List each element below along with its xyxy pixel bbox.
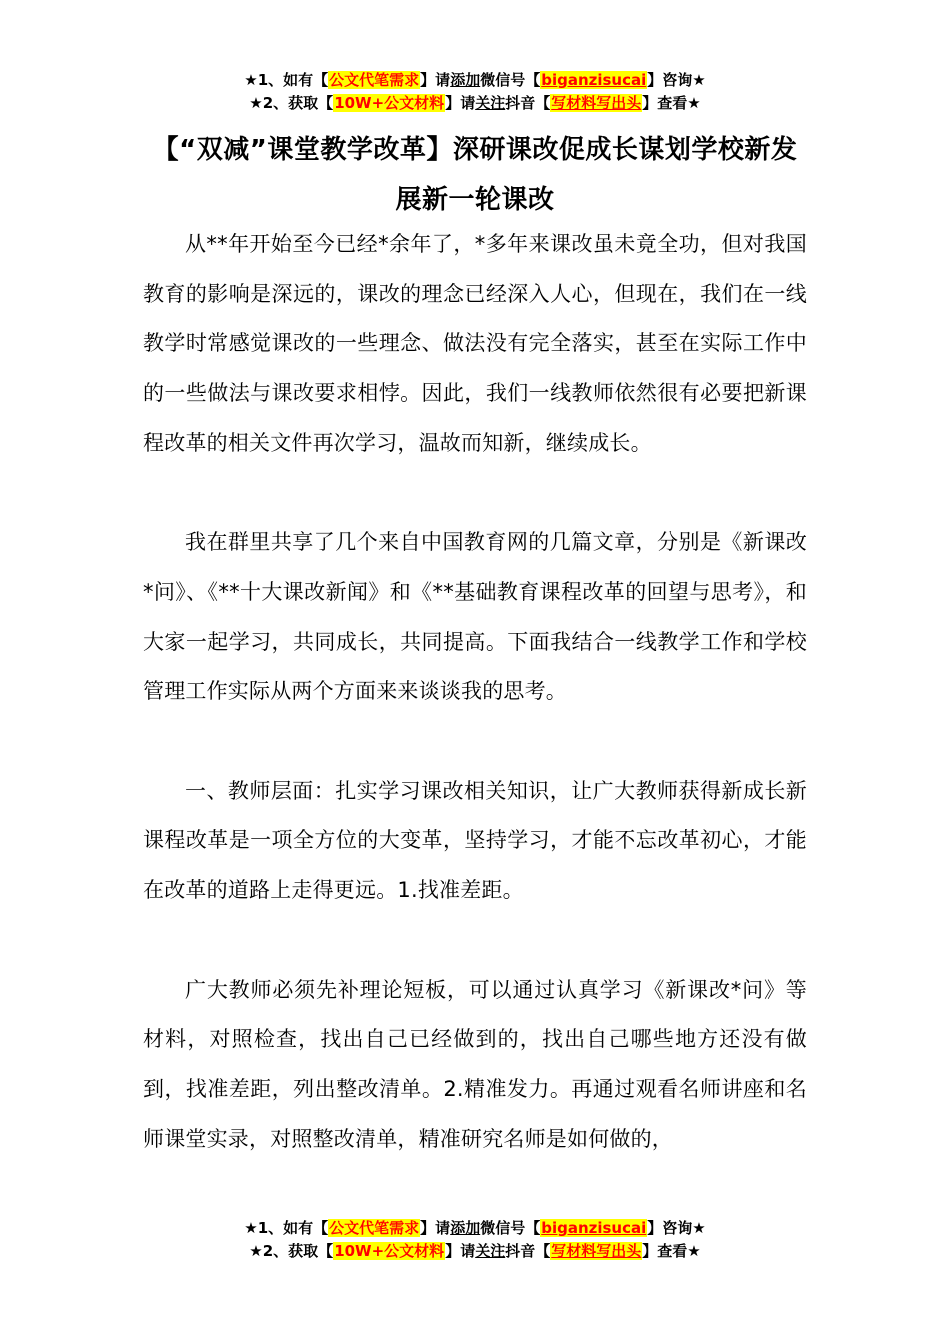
paragraph: 我在群里共享了几个来自中国教育网的几篇文章，分别是《新课改*问》、《**十大课改新闻》和《**基础教育课程改革的回望与思考》，和大家一起学习，共同成长，共同提高。下面我结合一线教学工作和学校管理工作实际从两个方面来来谈谈我的思考。 [143,530,807,704]
promo-line-1: ★1、如有【公文代笔需求】请添加微信号【biganzisucai】咨询★ [244,71,706,89]
promo-highlight: 10W+公文材料 [334,1242,445,1260]
promo-highlight: 公文代笔需求 [329,71,420,89]
paragraph-spacer [143,469,807,519]
paragraph-spacer [143,717,807,767]
promo-line-2: ★2、获取【10W+公文材料】请关注抖音【写材料写出头】查看★ [249,1242,701,1260]
wechat-id: biganzisucai [541,1219,647,1237]
paragraph: 广大教师必须先补理论短板，可以通过认真学习《新课改*问》等材料，对照检查，找出自己已经做到的，找出自己哪些地方还没有做到，找准差距，列出整改清单。2.精准发力。再通过观看名师讲座和名师课堂实录，对照整改清单，精准研究名师是如何做的， [143,977,807,1151]
douyin-account: 写材料写出头 [551,1242,642,1260]
douyin-account: 写材料写出头 [551,94,642,112]
promo-highlight: 公文代笔需求 [329,1219,420,1237]
promo-line-2: ★2、获取【10W+公文材料】请关注抖音【写材料写出头】查看★ [249,94,701,112]
section-heading-paragraph: 一、教师层面：扎实学习课改相关知识，让广大教师获得新成长新课程改革是一项全方位的大变革，坚持学习，才能不忘改革初心，才能在改革的道路上走得更远。1.找准差距。 [143,778,807,903]
wechat-id: biganzisucai [541,71,647,89]
document-body [143,220,807,1164]
bottom-promo-banner [0,1217,950,1263]
paragraph: 从**年开始至今已经*余年了，*多年来课改虽未竟全功，但对我国教育的影响是深远的，课改的理念已经深入人心，但现在，我们在一线教学时常感觉课改的一些理念、做法没有完全落实，甚至在实际工作中的一些做法与课改要求相悖。因此，我们一线教师依然很有必要把新课程改革的相关文件再次学习，温故而知新，继续成长。 [143,232,807,455]
top-promo-banner [0,69,950,115]
promo-line-1: ★1、如有【公文代笔需求】请添加微信号【biganzisucai】咨询★ [244,1219,706,1237]
paragraph-spacer [143,916,807,966]
promo-highlight: 10W+公文材料 [334,94,445,112]
document-title: 【“双减”课堂教学改革】深研课改促成长谋划学校新发展新一轮课改 [152,135,798,215]
